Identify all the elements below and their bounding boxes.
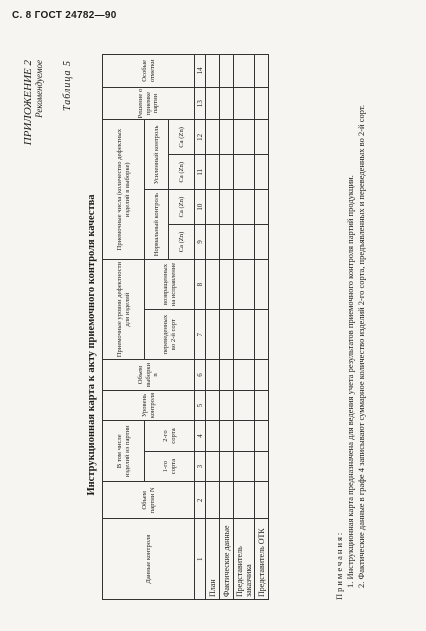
- control-card-table: [102, 54, 269, 600]
- col-number: 6: [195, 360, 206, 391]
- header-incl-lot: В том числе изделий из партии: [103, 421, 145, 482]
- page-header: С. 8 ГОСТ 24782—90: [12, 10, 117, 21]
- header-grade2: 2-го сорта: [145, 421, 195, 452]
- appendix-title: ПРИЛОЖЕНИЕ 2: [22, 60, 34, 146]
- col-number: 5: [195, 390, 206, 421]
- col-number: 4: [195, 421, 206, 452]
- col-number: 10: [195, 190, 206, 225]
- col-number: 3: [195, 451, 206, 482]
- header-acc-levels: Приемочные уровни дефектности для изделий: [103, 259, 145, 359]
- notes-heading: Примечания:: [334, 530, 344, 600]
- notes-block: [334, 90, 367, 600]
- header-data: Данные контроля: [103, 519, 195, 600]
- header-c2-normal: Ca (Zn): [169, 190, 195, 225]
- col-number: 13: [195, 87, 206, 120]
- table-title: Инструкционная карта к акту приемочного контроля качества: [86, 194, 97, 496]
- header-sample: Объем выборки n: [103, 360, 195, 391]
- col-number: 7: [195, 310, 206, 360]
- col-number: 12: [195, 120, 206, 155]
- table-row: [206, 55, 220, 600]
- header-c2-tight: Ca (Zn): [169, 120, 195, 155]
- appendix-subtitle: Рекомендуемое: [34, 60, 44, 118]
- appendix-heading: [22, 60, 44, 145]
- header-normal: Нормальный контроль: [145, 190, 169, 260]
- header-level: Уровень контроля: [103, 390, 195, 421]
- header-lot-size: Объем партии N: [103, 482, 195, 519]
- col-number: 8: [195, 259, 206, 309]
- column-numbers-row: [195, 55, 206, 600]
- col-number: 11: [195, 155, 206, 190]
- col-number: 2: [195, 482, 206, 519]
- row-label: Представитель заказчика: [234, 519, 255, 600]
- header-tight: Усиленный контроль: [145, 120, 169, 190]
- table-row: [220, 55, 234, 600]
- header-returned: возвращенных на исправление: [145, 259, 195, 309]
- header-grade1: 1-го сорта: [145, 451, 195, 482]
- header-decision: Решение о приемке партии: [103, 87, 195, 120]
- table-row: [255, 55, 269, 600]
- header-transferred: переведенных во 2-й сорт: [145, 310, 195, 360]
- table-row: [234, 55, 255, 600]
- table-label: Таблица 5: [62, 60, 73, 111]
- row-label: Фактические данные: [220, 519, 234, 600]
- col-number: 9: [195, 225, 206, 260]
- header-notes: Особые отметки: [103, 55, 195, 88]
- header-c1-tight: Ca (Zn): [169, 155, 195, 190]
- rotated-page-content: [18, 54, 408, 614]
- row-label: Представитель ОТК: [255, 519, 269, 600]
- col-number: 1: [195, 519, 206, 600]
- row-label: План: [206, 519, 220, 600]
- note-item: 1. Инструкционная карта предназначена для ведения учета результатов приемочного контроля партий продукции.: [345, 175, 356, 588]
- note-item: 2. Фактические данные в графе 4 записывают суммарное количество изделий 2-го сорта, предъявленных и переведенных во 2-й сорт.: [356, 104, 367, 588]
- col-number: 14: [195, 55, 206, 88]
- header-acc-numbers: Приемочные числа (количество дефектных изделий в выборке): [103, 120, 145, 260]
- header-c1-normal: Ca (Zn): [169, 225, 195, 260]
